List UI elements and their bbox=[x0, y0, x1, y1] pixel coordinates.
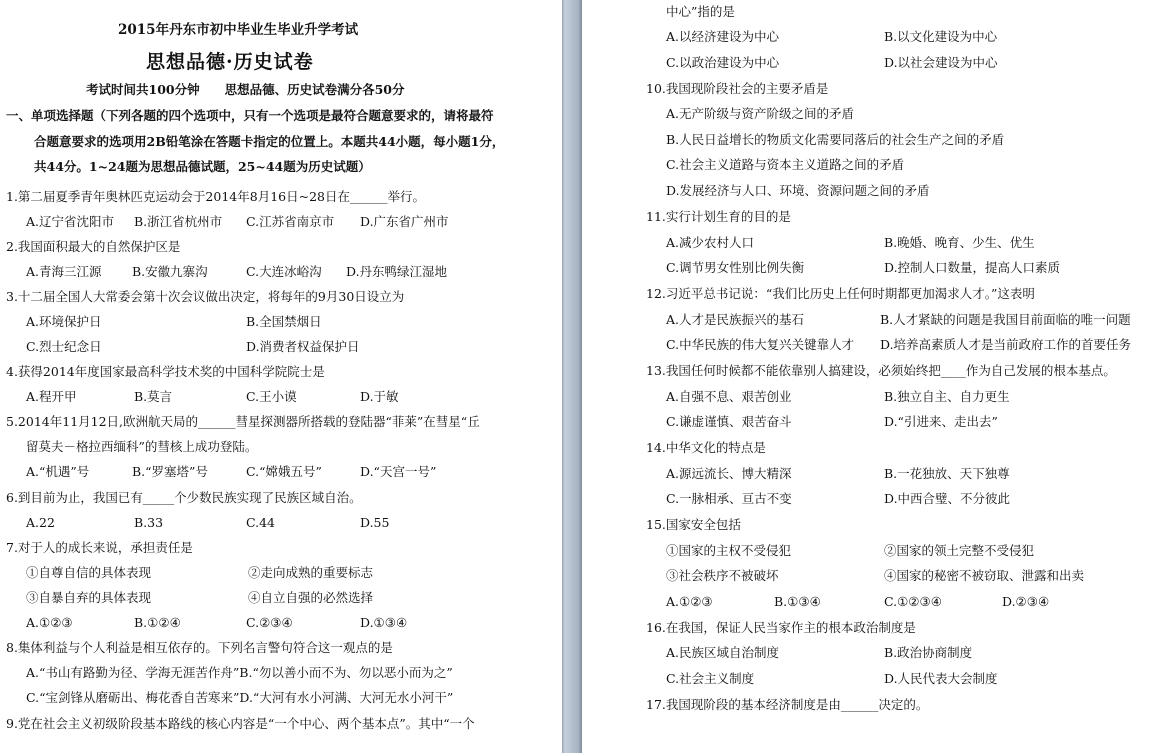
option: C.①②③④ bbox=[884, 594, 942, 609]
option: A.程开甲 bbox=[26, 389, 77, 404]
option: D.“引进来、走出去” bbox=[884, 414, 998, 429]
section-instruction-line: 合题意要求的选项用2B铅笔涂在答题卡指定的位置上。本题共44小题，每小题1分， bbox=[34, 134, 505, 149]
question-stem: 1.第二届夏季青年奥林匹克运动会于2014年8月16日~28日在______举行。 bbox=[6, 189, 425, 204]
option: D.丹东鸭绿江湿地 bbox=[346, 264, 448, 279]
question-stem: 6.到目前为止，我国已有_____个少数民族实现了民族区域自治。 bbox=[6, 490, 362, 505]
option: D.②③④ bbox=[1002, 594, 1050, 609]
option: D.①③④ bbox=[360, 615, 408, 630]
option: C.王小谟 bbox=[246, 389, 297, 404]
paper-title: 思想品德·历史试卷 bbox=[146, 51, 314, 73]
option: D.人民代表大会制度 bbox=[884, 671, 998, 686]
question-stem: 8.集体利益与个人利益是相互依存的。下列名言警句符合这一观点的是 bbox=[6, 640, 393, 655]
question-stem: 16.在我国，保证人民当家作主的根本政治制度是 bbox=[646, 620, 916, 635]
option: A.无产阶级与资产阶级之间的矛盾 bbox=[666, 106, 855, 121]
option: A.环境保护日 bbox=[26, 314, 102, 329]
question-stem: 5.2014年11月12日,欧洲航天局的______彗星探测器所搭载的登陆器“菲莱”在彗星“丘 bbox=[6, 414, 480, 429]
section-instruction-line: 一、单项选择题（下列各题的四个选项中，只有一个选项是最符合题意要求的，请将最符 bbox=[6, 108, 494, 123]
option: B.①②④ bbox=[134, 615, 181, 630]
option: C.江苏省南京市 bbox=[246, 214, 335, 229]
option: D.以社会建设为中心 bbox=[884, 55, 998, 70]
option: B.33 bbox=[134, 515, 164, 530]
option: A.民族区域自治制度 bbox=[666, 645, 780, 660]
statement: ③社会秩序不被破坏 bbox=[666, 568, 779, 583]
option: B.浙江省杭州市 bbox=[134, 214, 223, 229]
option: D.于敏 bbox=[360, 389, 399, 404]
option: D.“天宫一号” bbox=[360, 464, 437, 479]
statement: ②走向成熟的重要标志 bbox=[248, 565, 374, 580]
option: B.“罗塞塔”号 bbox=[132, 464, 208, 479]
statement: ③自暴自弃的具体表现 bbox=[26, 590, 152, 605]
statement: ①国家的主权不受侵犯 bbox=[666, 543, 792, 558]
exam-title: 2015年丹东市初中毕业生毕业升学考试 bbox=[118, 22, 359, 38]
question-stem: 4.获得2014年度国家最高科学技术奖的中国科学院院士是 bbox=[6, 364, 325, 379]
question-stem: 11.实行计划生育的目的是 bbox=[646, 209, 791, 224]
option: C.以政治建设为中心 bbox=[666, 55, 780, 70]
option: B.以文化建设为中心 bbox=[884, 29, 998, 44]
exam-info: 考试时间共100分钟 思想品德、历史试卷满分各50分 bbox=[86, 82, 405, 97]
option-pair: A.“书山有路勤为径、学海无涯苦作舟”B.“勿以善小而不为、勿以恶小而为之” bbox=[26, 665, 453, 680]
option: A.减少农村人口 bbox=[666, 235, 755, 250]
question-stem: 10.我国现阶段社会的主要矛盾是 bbox=[646, 81, 829, 96]
option: A.人才是民族振兴的基石 bbox=[666, 312, 805, 327]
option: C.大连冰峪沟 bbox=[246, 264, 322, 279]
option: C.调节男女性别比例失衡 bbox=[666, 260, 805, 275]
exam-page-left bbox=[0, 0, 562, 753]
option: C.社会主义道路与资本主义道路之间的矛盾 bbox=[666, 157, 905, 172]
question-stem: 14.中华文化的特点是 bbox=[646, 440, 766, 455]
option: A.①②③ bbox=[26, 615, 73, 630]
statement: ④国家的秘密不被窃取、泄露和出卖 bbox=[884, 568, 1085, 583]
question-stem: 13.我国任何时候都不能依靠别人搞建设，必须始终把____作为自己发展的根本基点。 bbox=[646, 363, 1116, 378]
exam-page-right bbox=[582, 0, 1169, 753]
option: A.以经济建设为中心 bbox=[666, 29, 780, 44]
option: B.安徽九寨沟 bbox=[132, 264, 208, 279]
question-stem: 15.国家安全包括 bbox=[646, 517, 741, 532]
option: A.自强不息、艰苦创业 bbox=[666, 389, 792, 404]
option: B.一花独放、天下独尊 bbox=[884, 466, 1010, 481]
option: C.烈士纪念日 bbox=[26, 339, 102, 354]
question-stem: 2.我国面积最大的自然保护区是 bbox=[6, 239, 181, 254]
statement: ①自尊自信的具体表现 bbox=[26, 565, 152, 580]
question-stem: 9.党在社会主义初级阶段基本路线的核心内容是“一个中心、两个基本点”。其中“一个 bbox=[6, 716, 475, 731]
question-stem: 17.我国现阶段的基本经济制度是由______决定的。 bbox=[646, 697, 929, 712]
option: C.中华民族的伟大复兴关键靠人才 bbox=[666, 337, 855, 352]
statement: ②国家的领土完整不受侵犯 bbox=[884, 543, 1035, 558]
option: C.社会主义制度 bbox=[666, 671, 755, 686]
option: A.青海三江源 bbox=[26, 264, 102, 279]
section-instruction-line: 共44分。1~24题为思想品德试题，25~44题为历史试题） bbox=[34, 159, 371, 174]
option-pair: C.“宝剑锋从磨砺出、梅花香自苦寒来”D.“大河有水小河满、大河无水小河干” bbox=[26, 690, 454, 705]
option: A.22 bbox=[26, 515, 55, 530]
option: C.44 bbox=[246, 515, 275, 530]
option: B.莫言 bbox=[134, 389, 173, 404]
option: D.发展经济与人口、环境、资源问题之间的矛盾 bbox=[666, 183, 930, 198]
option: B.独立自主、自力更生 bbox=[884, 389, 1010, 404]
option: D.中西合璧、不分彼此 bbox=[884, 491, 1011, 506]
option: B.晚婚、晚育、少生、优生 bbox=[884, 235, 1035, 250]
option: D.消费者权益保护日 bbox=[246, 339, 360, 354]
option: B.人民日益增长的物质文化需要同落后的社会生产之间的矛盾 bbox=[666, 132, 1005, 147]
option: B.人才紧缺的问题是我国目前面临的唯一问题 bbox=[880, 312, 1131, 327]
question-stem: 留莫夫－格拉西缅科”的彗核上成功登陆。 bbox=[26, 439, 258, 454]
option: A.辽宁省沈阳市 bbox=[26, 214, 115, 229]
option: D.55 bbox=[360, 515, 390, 530]
option: D.培养高素质人才是当前政府工作的首要任务 bbox=[880, 337, 1132, 352]
option: C.②③④ bbox=[246, 615, 293, 630]
question-stem: 7.对于人的成长来说，承担责任是 bbox=[6, 540, 193, 555]
option: A.①②③ bbox=[666, 594, 713, 609]
question-stem: 3.十二届全国人大常委会第十次会议做出决定，将每年的9月30日设立为 bbox=[6, 289, 405, 304]
option: B.政治协商制度 bbox=[884, 645, 973, 660]
question-stem: 12.习近平总书记说：“我们比历史上任何时期都更加渴求人才。”这表明 bbox=[646, 286, 1035, 301]
option: C.谦虚谨慎、艰苦奋斗 bbox=[666, 414, 792, 429]
option: A.源远流长、博大精深 bbox=[666, 466, 792, 481]
option: B.①③④ bbox=[774, 594, 821, 609]
page-gutter bbox=[562, 0, 582, 753]
option: B.全国禁烟日 bbox=[246, 314, 322, 329]
option: D.广东省广州市 bbox=[360, 214, 449, 229]
option: D.控制人口数量，提高人口素质 bbox=[884, 260, 1061, 275]
question-stem: 中心”指的是 bbox=[666, 4, 735, 19]
option: C.一脉相承、亘古不变 bbox=[666, 491, 792, 506]
statement: ④自立自强的必然选择 bbox=[248, 590, 374, 605]
option: A.“机遇”号 bbox=[26, 464, 90, 479]
option: C.“嫦娥五号” bbox=[246, 464, 322, 479]
